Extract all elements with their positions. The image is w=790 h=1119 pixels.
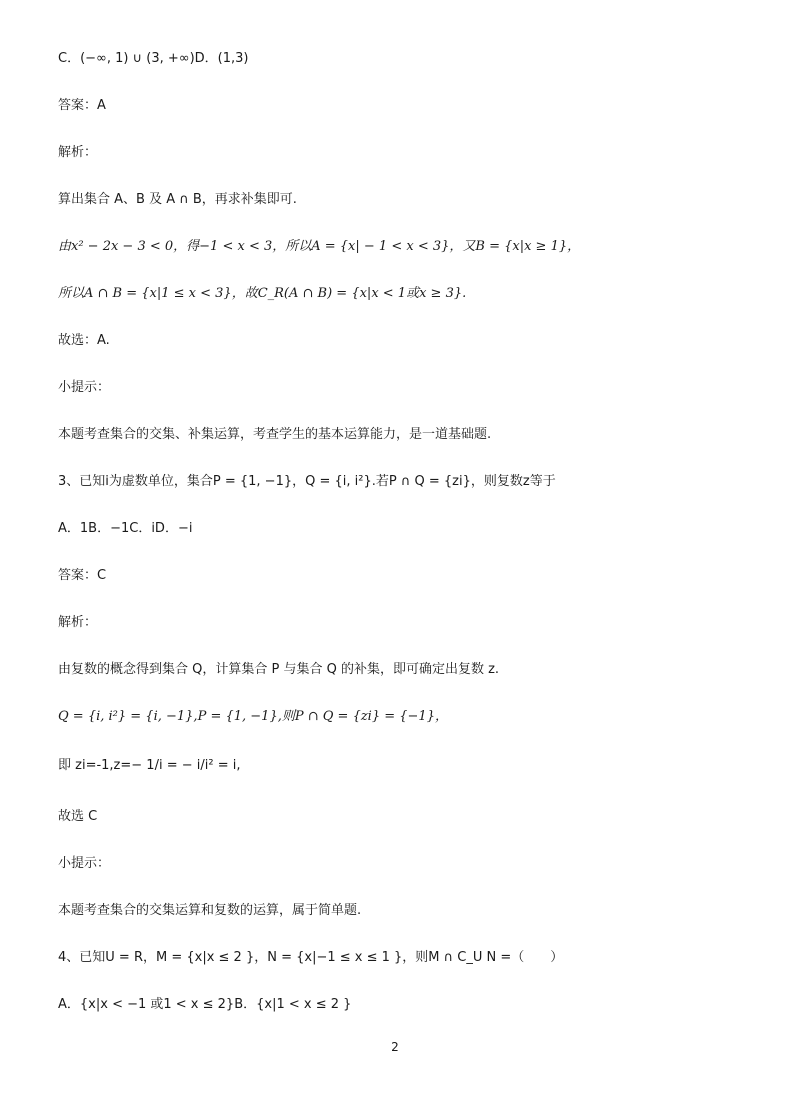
- solution-step-2: 即 zi=-1,z=− 1/i = − i/i² = i,: [58, 758, 241, 773]
- question-4-options: A．{x|x < −1 或1 < x ≤ 2}B．{x|1 < x ≤ 2 }: [58, 997, 352, 1012]
- tip-text: 本题考查集合的交集运算和复数的运算，属于简单题.: [58, 903, 362, 918]
- option-c-d-line: C．(−∞, 1) ∪ (3, +∞)D．(1,3): [58, 51, 249, 66]
- analysis-label: 解析：: [58, 615, 98, 630]
- question-4: 4、已知U = R，M = {x|x ≤ 2 }，N = {x|−1 ≤ x ≤ 1 }，则M ∩ C_U N =（ ）: [58, 950, 564, 965]
- analysis-text: 由复数的概念得到集合 Q，计算集合 P 与集合 Q 的补集，即可确定出复数 z.: [58, 662, 500, 677]
- choice-conclusion: 故选 C: [58, 809, 98, 824]
- solution-step-1: 由x² − 2x − 3 < 0，得−1 < x < 3，所以A = {x| − 1 < x < 3}，又B = {x|x ≥ 1}，: [58, 239, 581, 254]
- question-3-options: A．1B．−1C．iD．−i: [58, 521, 193, 536]
- tip-label: 小提示：: [58, 856, 111, 871]
- solution-step-1: Q = {i, i²} = {i, −1},P = {1, −1},则P ∩ Q = {zi} = {−1}，: [58, 709, 448, 724]
- choice-conclusion: 故选：A.: [58, 333, 110, 348]
- analysis-label: 解析：: [58, 145, 98, 160]
- answer-label: 答案：C: [58, 568, 107, 583]
- answer-label: 答案：A: [58, 98, 106, 113]
- question-3: 3、已知i为虚数单位，集合P = {1, −1}，Q = {i, i²}.若P ∩ Q = {zi}，则复数z等于: [58, 474, 556, 489]
- tip-text: 本题考查集合的交集、补集运算，考查学生的基本运算能力，是一道基础题.: [58, 427, 492, 442]
- solution-step-2: 所以A ∩ B = {x|1 ≤ x < 3}，故C_R(A ∩ B) = {x|x < 1或x ≥ 3}.: [58, 286, 467, 301]
- page-number: 2: [391, 1040, 399, 1054]
- tip-label: 小提示：: [58, 380, 111, 395]
- analysis-text: 算出集合 A、B 及 A ∩ B，再求补集即可.: [58, 192, 297, 207]
